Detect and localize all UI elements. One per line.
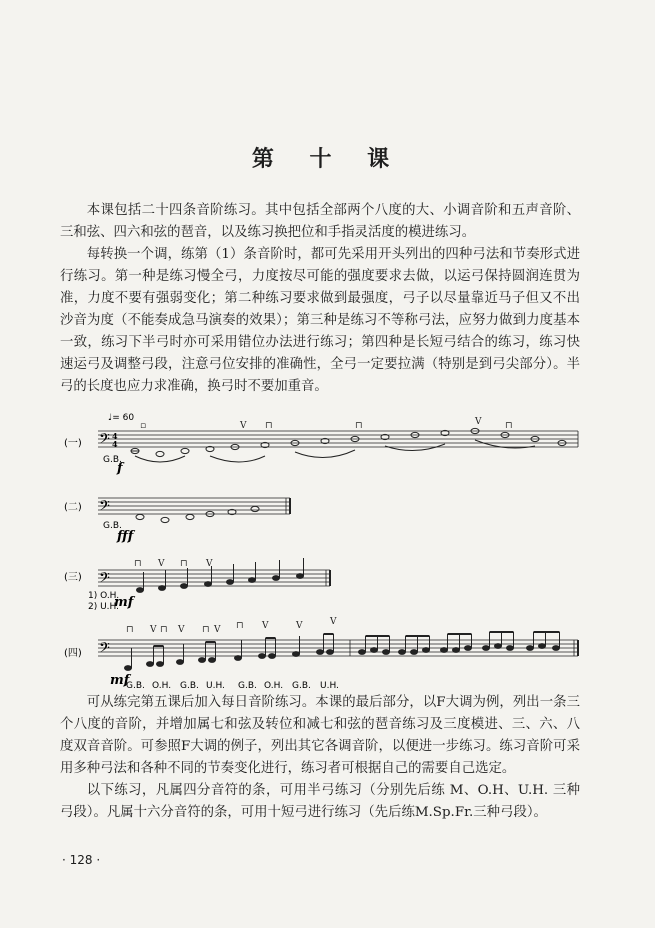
row-label-3: (三)	[64, 572, 82, 583]
svg-text:V: V	[475, 417, 482, 427]
gb-label-2: G.B.	[103, 521, 122, 531]
bowing-option-1: 1) O.H.	[88, 591, 120, 601]
after-examples-paragraph: 可从练完第五课后加入每日音阶练习。本课的最后部分，以F大调为例，列出一条三个八度的音阶，并增加属七和弦及转位和减七和弦的琶音练习及三度模进、三、六、八度双音音阶。可参照F大调的例子，列出其它各调音阶，以便进一步练习。练习音阶可采用多种弓法和各种不同的节奏变化进行，练习者可根据自己的需要自己选定。	[60, 695, 580, 776]
svg-text:⊓: ⊓	[160, 625, 168, 635]
intro-paragraph: 本课包括二十四条音阶练习。其中包括全部两个八度的大、小调音阶和五声音阶、三和弦、四六和弦的琶音，以及练习换把位和手指灵活度的模进练习。	[60, 203, 580, 240]
svg-text:V: V	[214, 625, 221, 635]
closing-paragraph: 以下练习，凡属四分音符的条，可用半弓练习（分别先后练 M、O.H、U.H. 三种弓段）。凡属十六分音符的条，可用十短弓进行练习（先后练M.Sp.Fr.三种弓段）。	[60, 783, 580, 820]
dynamic-mf-4: mf	[110, 673, 130, 688]
bass-clef-1: 𝄢	[99, 431, 110, 451]
svg-text:⊓: ⊓	[126, 625, 134, 635]
lesson-title: 第 十 课	[251, 147, 404, 172]
time-sig-1: 4	[112, 431, 118, 441]
staff-lines-1	[98, 431, 578, 447]
row4-bowing-label: G.B.	[180, 681, 199, 691]
svg-text:⊓: ⊓	[236, 621, 244, 631]
notes-row-4	[125, 632, 560, 670]
staff-lines-3	[98, 570, 330, 586]
music-row-2	[64, 498, 290, 544]
svg-text:V: V	[206, 559, 213, 569]
svg-text:V: V	[330, 617, 337, 627]
bow-marks-1	[140, 417, 513, 431]
svg-text:V: V	[296, 621, 303, 631]
svg-text:V: V	[240, 421, 247, 431]
svg-text:⊓: ⊓	[265, 421, 273, 431]
dynamic-f: f	[117, 461, 123, 476]
row4-bowing-label: O.H.	[264, 681, 284, 691]
svg-text:⊓: ⊓	[180, 559, 188, 569]
svg-text:⊓: ⊓	[355, 421, 363, 431]
music-row-1	[64, 413, 578, 476]
music-row-4	[64, 617, 578, 691]
bass-clef-2: 𝄢	[99, 498, 110, 518]
row4-bowing-label: G.B.	[238, 681, 257, 691]
row4-bowing-labels	[126, 681, 339, 691]
bowing-paragraph: 每转换一个调，练第（1）条音阶时，都可先采用开头列出的四种弓法和节奏形式进行练习。第一种是练习慢全弓，力度按尽可能的强度要求去做，以运弓保持圆润连贯为准，力度不要有强弱变化；第二种练习要求做到最强度，弓子以尽量靠近马子但又不出沙音为度（不能奏成急马演奏的效果）；第三种是练习不等称弓法，应努力做到力度基本一致，练习下半弓时亦可采用错位办法进行练习；第四种是长短弓结合的练习，练习快速运弓及调整弓段，注意弓位安排的准确性，全弓一定要拉满（特别是到弓尖部分）。半弓的长度也应力求准确，换弓时不要加重音。	[60, 247, 580, 394]
notes-row-1	[131, 428, 566, 462]
bass-clef-4: 𝄢	[99, 640, 110, 660]
svg-text:V: V	[150, 625, 157, 635]
staff-lines-2	[98, 498, 290, 514]
bow-marks-4	[126, 617, 337, 635]
notes-row-2	[136, 506, 259, 522]
dynamic-mf-3: mf	[114, 595, 134, 610]
bow-marks-3	[134, 559, 213, 569]
row4-bowing-label: O.H.	[152, 681, 172, 691]
page-number: · 128 ·	[62, 853, 101, 867]
bowing-option-2: 2) U.H.	[88, 602, 120, 612]
row4-bowing-label: G.B.	[126, 681, 145, 691]
svg-text:V: V	[178, 625, 185, 635]
gb-label-1: G.B.	[103, 455, 122, 465]
row-label-1: (一)	[64, 438, 82, 449]
dynamic-fff: fff	[117, 529, 134, 544]
row-label-4: (四)	[64, 648, 82, 659]
row4-bowing-label: G.B.	[292, 681, 311, 691]
tempo-marking: ♩= 60	[108, 413, 135, 423]
svg-text:⊓: ⊓	[505, 421, 513, 431]
svg-text:V: V	[158, 559, 165, 569]
bass-clef-3: 𝄢	[99, 570, 110, 590]
row4-bowing-label: U.H.	[206, 681, 225, 691]
svg-text:V: V	[262, 621, 269, 631]
time-sig-1b: 4	[112, 439, 118, 449]
svg-text:⊓: ⊓	[134, 559, 142, 569]
svg-text:⊓: ⊓	[202, 625, 210, 635]
row4-bowing-label: U.H.	[320, 681, 339, 691]
music-row-3	[64, 558, 330, 612]
row-label-2: (二)	[64, 502, 82, 513]
svg-text:▫: ▫	[140, 421, 147, 431]
